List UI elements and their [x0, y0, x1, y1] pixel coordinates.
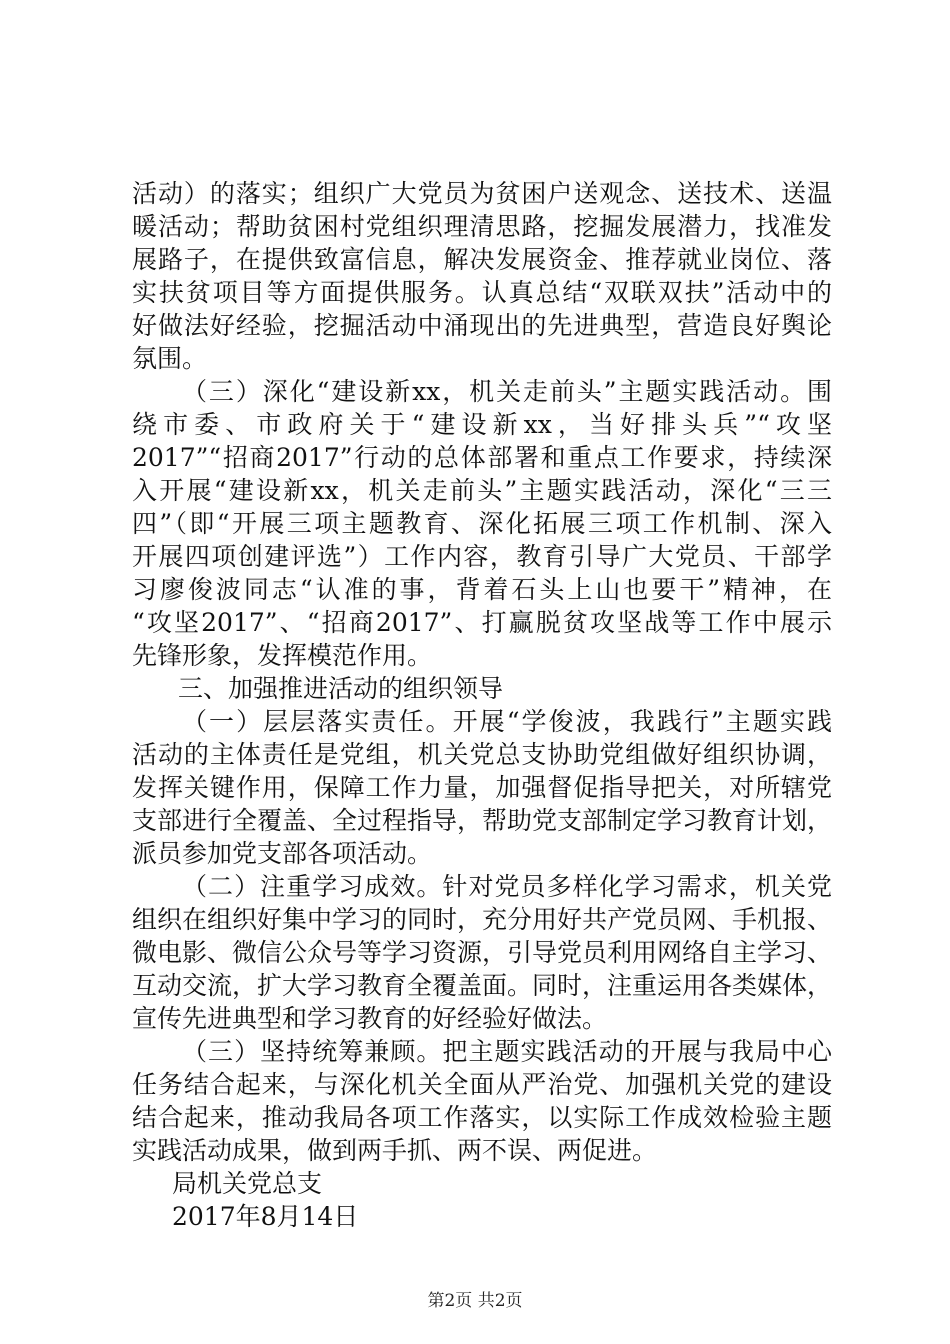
paragraph-line: （三）深化“建设新xx，机关走前头”主题实践活动。围 [182, 377, 832, 406]
section-heading: 三、加强推进活动的组织领导 [178, 674, 504, 703]
paragraph-line: 发挥关键作用，保障工作力量，加强督促指导把关，对所辖党 [132, 773, 832, 802]
paragraph-line: 实践活动成果，做到两手抓、两不误、两促进。 [132, 1136, 658, 1165]
paragraph-line: “攻坚2017”、“招商2017”、打赢脱贫攻坚战等工作中展示 [132, 608, 832, 637]
paragraph-line: 暖活动；帮助贫困村党组织理清思路，挖掘发展潜力，找准发 [132, 212, 832, 241]
paragraph-line: 支部进行全覆盖、全过程指导，帮助党支部制定学习教育计划， [132, 806, 832, 835]
paragraph-line: 四”（即“开展三项主题教育、深化拓展三项工作机制、深入 [132, 509, 832, 538]
paragraph-line: （二）注重学习成效。针对党员多样化学习需求，机关党 [182, 872, 832, 901]
paragraph-line: 结合起来，推动我局各项工作落实，以实际工作成效检验主题 [132, 1103, 832, 1132]
paragraph-line: 2017”“招商2017”行动的总体部署和重点工作要求，持续深 [132, 443, 832, 472]
paragraph-line: 开展四项创建评选”）工作内容，教育引导广大党员、干部学 [132, 542, 832, 571]
paragraph-line: 微电影、微信公众号等学习资源，引导党员利用网络自主学习、 [132, 938, 832, 967]
paragraph-line: 展路子，在提供致富信息，解决发展资金、推荐就业岗位、落 [132, 245, 832, 274]
signature-date: 2017年8月14日 [172, 1202, 359, 1231]
paragraph-line: 组织在组织好集中学习的同时，充分用好共产党员网、手机报、 [132, 905, 832, 934]
paragraph-line: 先锋形象，发挥模范作用。 [132, 641, 433, 670]
paragraph-line: （三）坚持统筹兼顾。把主题实践活动的开展与我局中心 [182, 1037, 832, 1066]
paragraph-line: 实扶贫项目等方面提供服务。认真总结“双联双扶”活动中的 [132, 278, 832, 307]
paragraph-line: 派员参加党支部各项活动。 [132, 839, 433, 868]
paragraph-line: 互动交流，扩大学习教育全覆盖面。同时，注重运用各类媒体， [132, 971, 832, 1000]
paragraph-line: 活动的主体责任是党组，机关党总支协助党组做好组织协调， [132, 740, 832, 769]
paragraph-line: 习廖俊波同志“认准的事，背着石头上山也要干”精神，在 [132, 575, 832, 604]
paragraph-line: 氛围。 [132, 344, 208, 373]
page-footer: 第2页 共2页 [427, 1291, 523, 1311]
paragraph-line: 绕市委、市政府关于“建设新xx，当好排头兵”“攻坚 [132, 410, 832, 439]
paragraph-line: 好做法好经验，挖掘活动中涌现出的先进典型，营造良好舆论 [132, 311, 832, 340]
signature: 局机关党总支 [172, 1169, 323, 1198]
paragraph-line: （一）层层落实责任。开展“学俊波，我践行”主题实践 [182, 707, 832, 736]
paragraph-line: 活动）的落实；组织广大党员为贫困户送观念、送技术、送温 [132, 179, 832, 208]
paragraph-line: 任务结合起来，与深化机关全面从严治党、加强机关党的建设 [132, 1070, 832, 1099]
paragraph-line: 宣传先进典型和学习教育的好经验好做法。 [132, 1004, 608, 1033]
paragraph-line: 入开展“建设新xx，机关走前头”主题实践活动，深化“三三 [132, 476, 832, 505]
